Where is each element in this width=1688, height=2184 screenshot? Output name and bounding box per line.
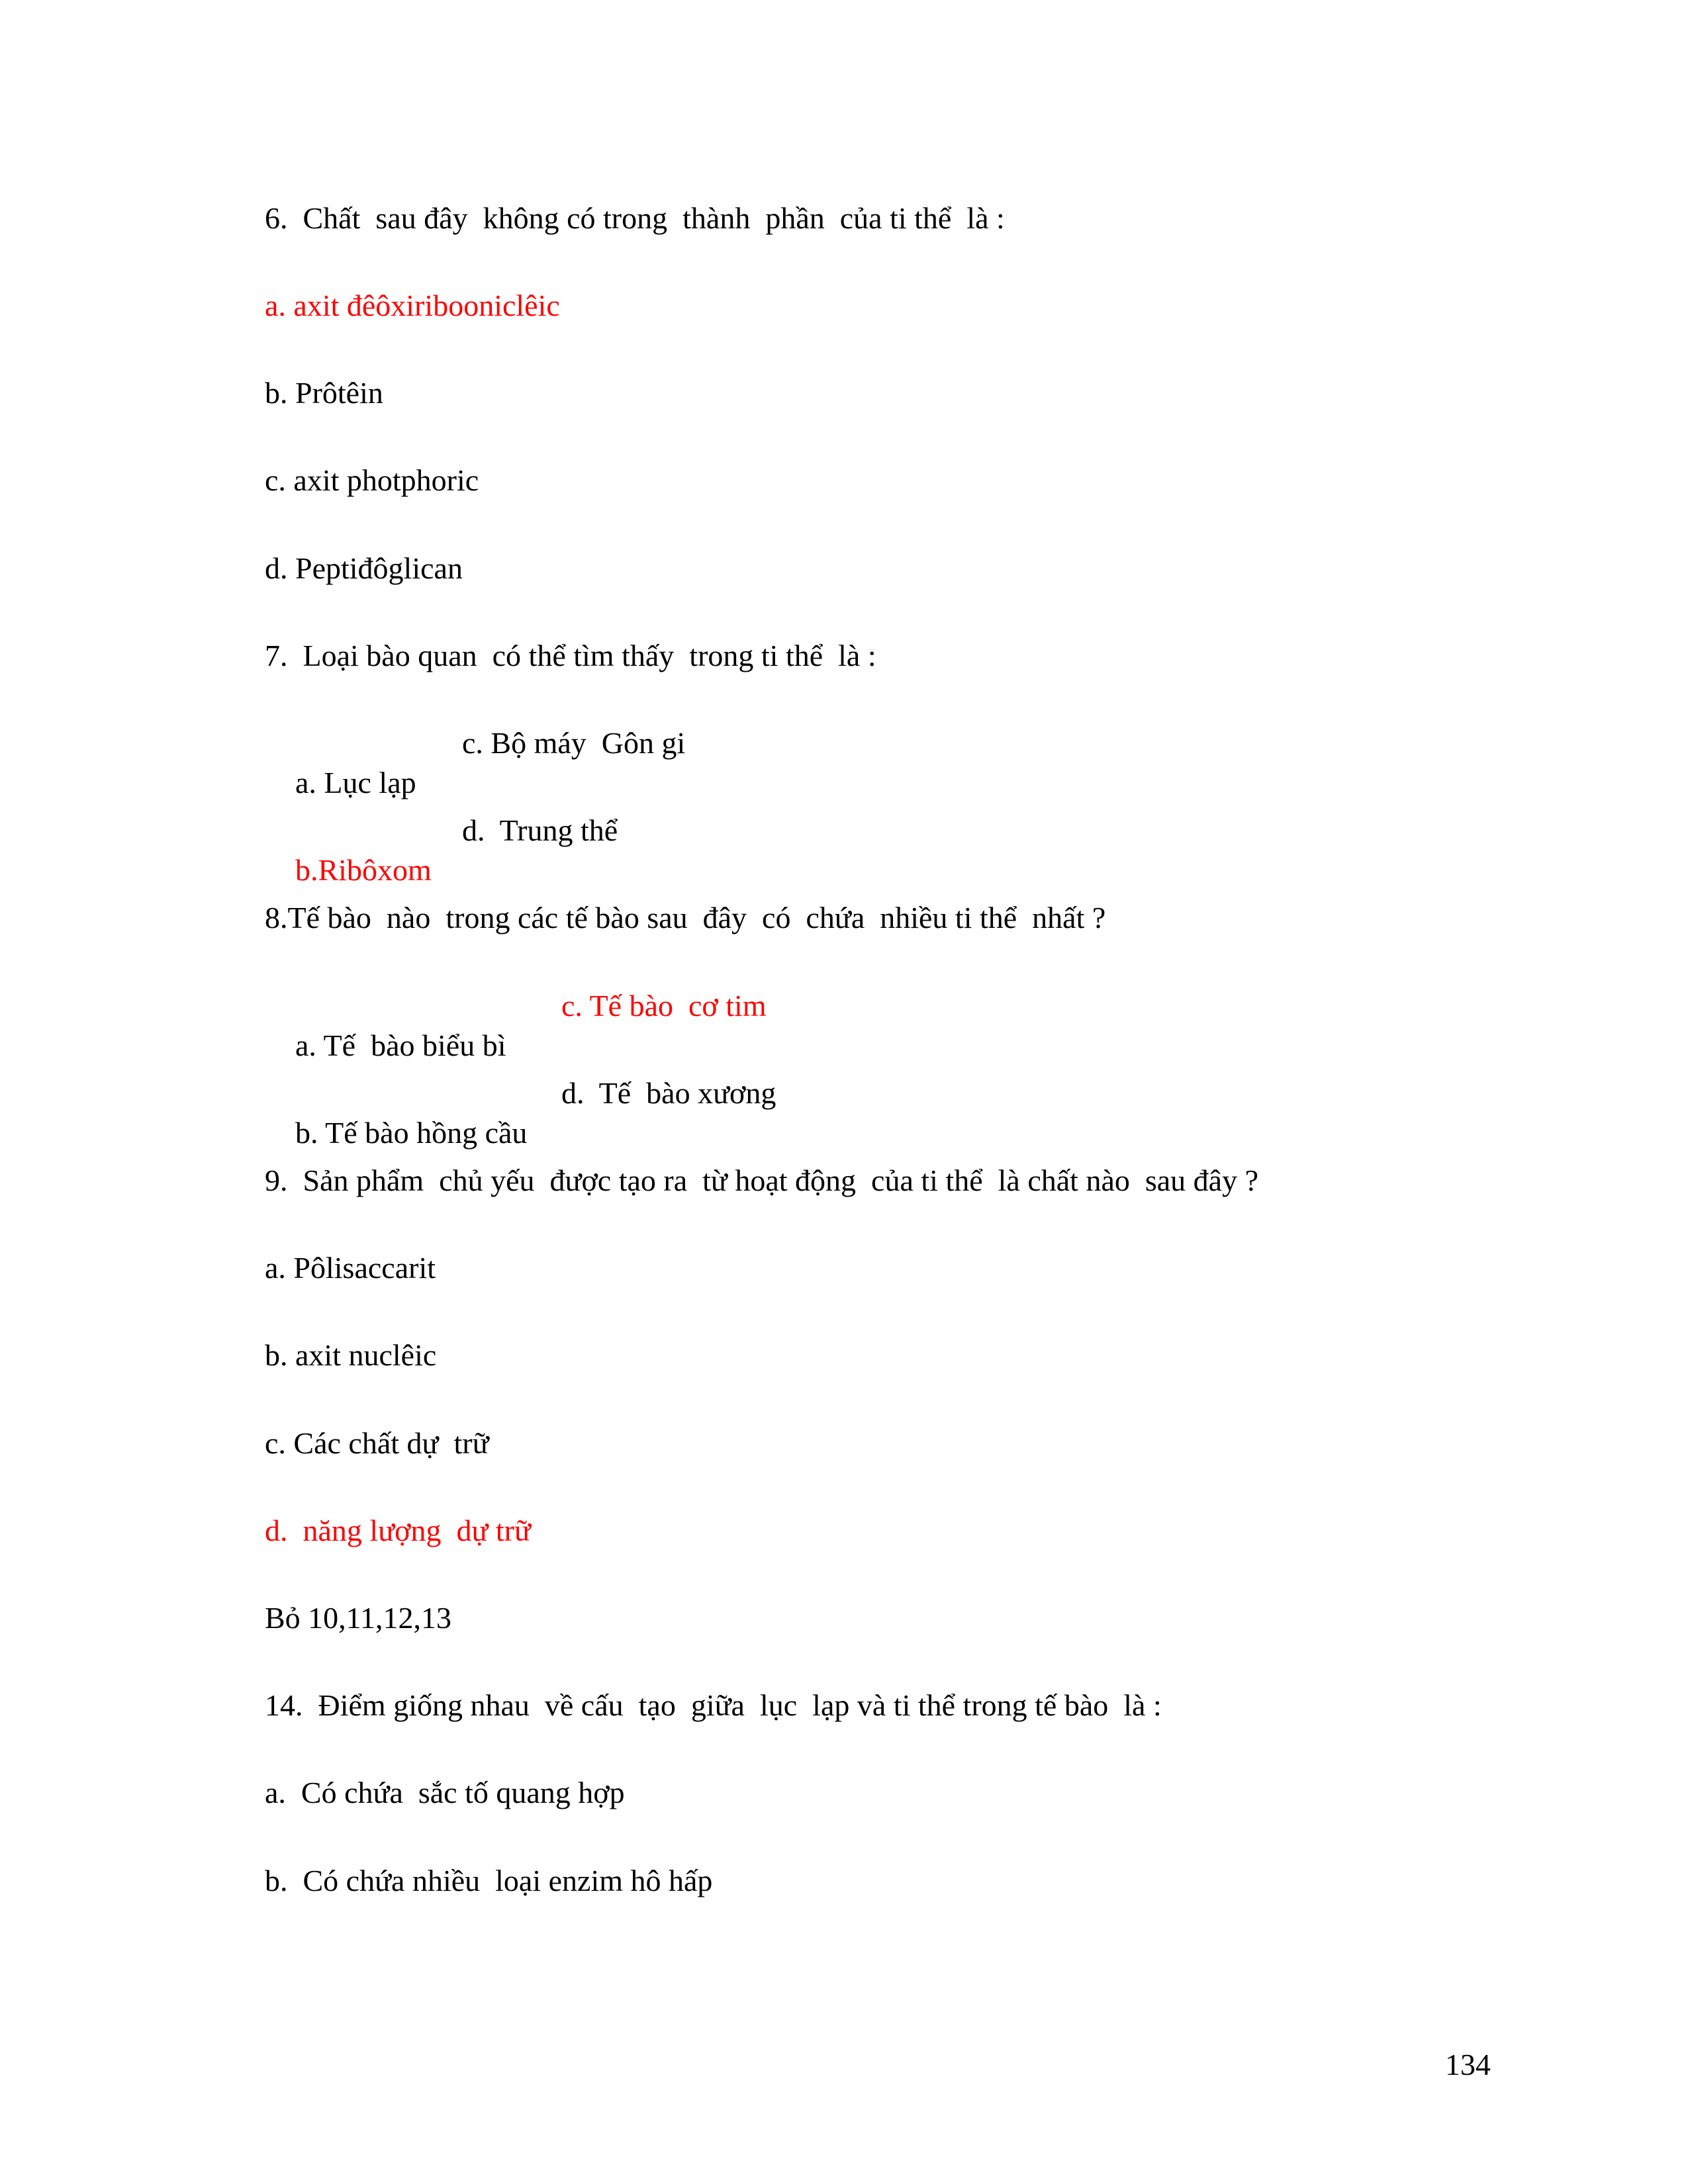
q6-question: 6. Chất sau đây không có trong thành phần của ti thể là : bbox=[265, 201, 1005, 235]
q6-option-b: b. Prôtêin bbox=[265, 376, 383, 410]
q7-option-c: c. Bộ máy Gôn gi bbox=[462, 726, 686, 760]
q9-option-c: c. Các chất dự trữ bbox=[265, 1426, 489, 1460]
q6-option-c: c. axit photphoric bbox=[265, 463, 479, 497]
q9-question: 9. Sản phẩm chủ yếu được tạo ra từ hoạt động của ti thể là chất nào sau đây ? bbox=[265, 1163, 1259, 1197]
page-number: 134 bbox=[1445, 2048, 1491, 2081]
q6-option-d: d. Peptiđôglican bbox=[265, 551, 463, 585]
q7-option-a: a. Lục lạp bbox=[295, 766, 416, 799]
q9-option-d-answer: d. năng lượng dự trữ bbox=[265, 1514, 531, 1547]
q9-option-b: b. axit nuclêic bbox=[265, 1338, 437, 1372]
q8-option-d: d. Tế bào xương bbox=[561, 1076, 776, 1110]
q7-option-d: d. Trung thể bbox=[462, 813, 618, 847]
q8-option-c-answer: c. Tế bào cơ tim bbox=[561, 989, 767, 1023]
q14-question: 14. Điểm giống nhau về cấu tạo giữa lục lạp và ti thể trong tế bào là : bbox=[265, 1688, 1162, 1722]
q7-option-b-answer: b.Ribôxom bbox=[295, 853, 432, 887]
q8-option-a: a. Tế bào biểu bì bbox=[295, 1028, 506, 1062]
skip-note: Bỏ 10,11,12,13 bbox=[265, 1601, 451, 1635]
q7-question: 7. Loại bào quan có thể tìm thấy trong ti thể là : bbox=[265, 639, 876, 672]
q14-option-a: a. Có chứa sắc tố quang hợp bbox=[265, 1776, 625, 1809]
q8-option-b: b. Tế bào hồng cầu bbox=[295, 1116, 528, 1150]
q6-option-a-answer: a. axit đêôxiribooniclêic bbox=[265, 289, 560, 322]
q8-question: 8.Tế bào nào trong các tế bào sau đây có chứa nhiều ti thể nhất ? bbox=[265, 901, 1106, 934]
q14-option-b: b. Có chứa nhiều loại enzim hô hấp bbox=[265, 1864, 713, 1897]
q9-option-a: a. Pôlisaccarit bbox=[265, 1251, 436, 1285]
